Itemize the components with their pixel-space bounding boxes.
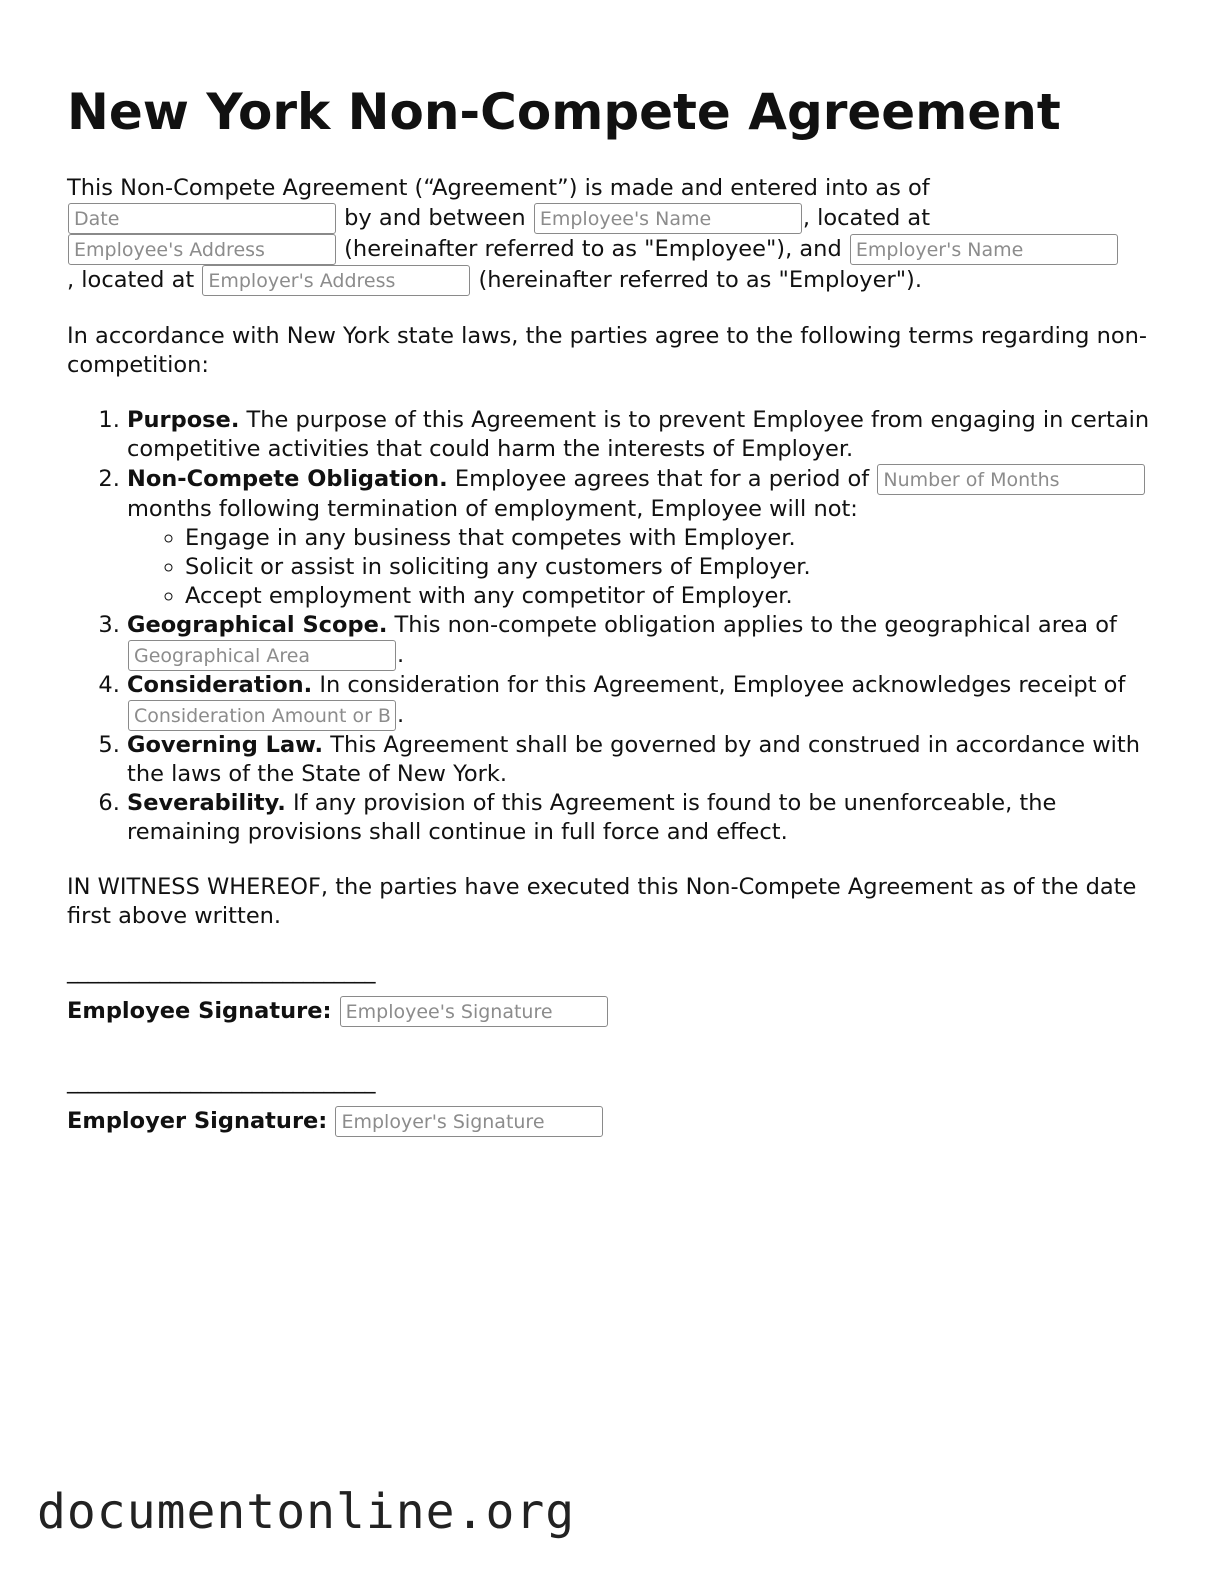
employer-address-field[interactable] [202,265,470,296]
intro-text-4: (hereinafter referred to as "Employee"), and [337,236,849,262]
term-consideration [127,671,1167,731]
list-item: ◦ Solicit or assist in soliciting any customers of Employer. [185,553,1167,582]
term-geographical-scope [127,611,1167,671]
term-purpose [127,406,1167,464]
term-title: Governing Law. [127,732,324,758]
employee-signature-field[interactable] [340,996,608,1027]
page-title: New York Non-Compete Agreement [67,83,1061,141]
term-text: In consideration for this Agreement, Employee acknowledges receipt of [312,672,1126,698]
term-text: . [397,702,405,728]
document-page [67,82,1167,1177]
employee-signature-label: Employee Signature: [67,998,332,1024]
term-text: This non-compete obligation applies to the geographical area of [387,612,1117,638]
term-text: This Agreement shall be governed by and construed in accordance with the laws of the State of New York. [127,732,1140,787]
term-text: . [397,642,405,668]
signature-line [67,957,1167,986]
term-title: Purpose. [127,407,240,433]
watermark: documentonline.org [37,1484,576,1540]
term-text: months following termination of employment, Employee will not: [127,496,858,522]
term-title: Geographical Scope. [127,612,388,638]
date-field[interactable] [68,203,336,234]
employer-signature-row [67,1106,1167,1137]
employee-signature-row [67,996,1167,1027]
list-item: ◦ Engage in any business that competes with Employer. [185,524,1167,553]
list-item: ◦ Accept employment with any competitor of Employer. [185,582,1167,611]
employer-signature-label: Employer Signature: [67,1108,328,1134]
employee-address-field[interactable] [68,234,336,265]
intro-text-2: by and between [337,205,533,231]
term-governing-law [127,731,1167,789]
geographical-area-field[interactable] [128,640,396,671]
signature-line [67,1067,1167,1096]
intro-text-1: This Non-Compete Agreement (“Agreement”) is made and entered into as of [67,175,930,201]
term-non-compete [127,464,1167,611]
terms-intro: In accordance with New York state laws, the parties agree to the following terms regarding non-competition: [67,323,1148,378]
intro-text-6: (hereinafter referred to as "Employer"). [471,267,922,293]
signature-line-text: ______________________________ [67,958,375,984]
term-severability [127,789,1167,847]
intro-text-3: , located at [802,205,931,231]
obligations-list [127,524,1167,611]
employer-name-field[interactable] [850,234,1118,265]
terms-list [67,406,1167,847]
term-title: Severability. [127,790,286,816]
employer-signature-field[interactable] [335,1106,603,1137]
term-title: Non-Compete Obligation. [127,466,448,492]
employee-name-field[interactable] [534,203,802,234]
term-title: Consideration. [127,672,313,698]
consideration-field[interactable] [128,700,396,731]
intro-text-5: , located at [67,267,202,293]
term-text: Employee agrees that for a period of [447,466,877,492]
term-text: If any provision of this Agreement is found to be unenforceable, the remaining provisions shall continue in full force and effect. [127,790,1057,845]
witness-paragraph: IN WITNESS WHEREOF, the parties have executed this Non-Compete Agreement as of the date first above written. [67,874,1137,929]
signature-line-text: ______________________________ [67,1068,375,1094]
intro-paragraph [67,174,1167,296]
number-of-months-field[interactable] [877,464,1145,495]
term-text: The purpose of this Agreement is to prevent Employee from engaging in certain competitive activities that could harm the interests of Employer. [127,407,1150,462]
